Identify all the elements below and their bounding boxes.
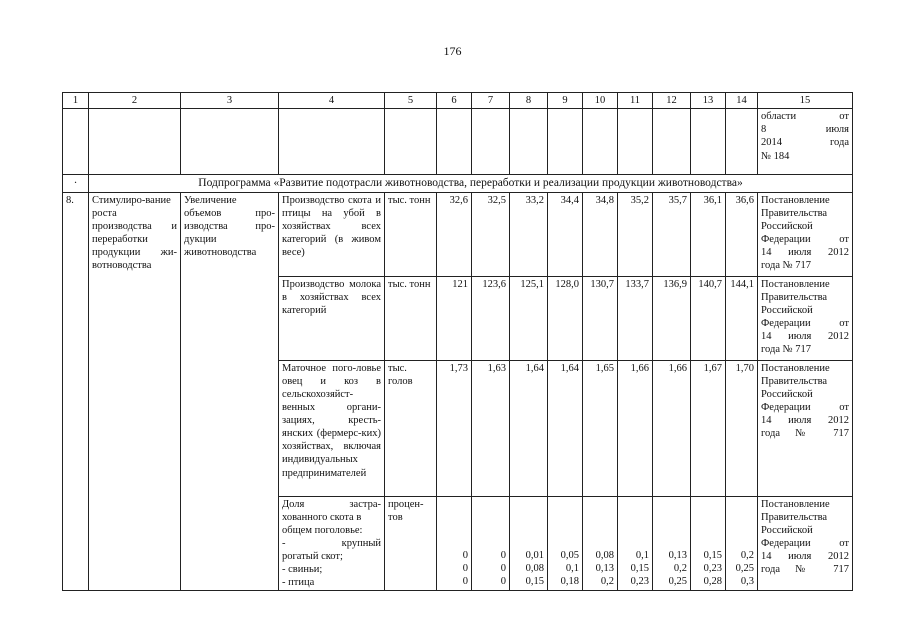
value-cell: 0 0 0 — [437, 496, 472, 591]
indicator-name: Производство молока в хозяйствах всех категорий — [279, 276, 385, 360]
indicator-row — [63, 192, 853, 276]
value-cell: 136,9 — [653, 276, 691, 360]
value-cell: 34,4 — [548, 192, 583, 276]
col-num: 6 — [437, 93, 472, 109]
value-cell: 1,63 — [472, 360, 510, 496]
indicator-unit: процен-тов — [385, 496, 437, 591]
legal-basis: Постановление Правительства Российской Федерации от 14 июля 2012 года № 717 — [758, 496, 853, 591]
value-cell: 0,15 0,23 0,28 — [691, 496, 726, 591]
value-cell: 32,5 — [472, 192, 510, 276]
value-cell: 36,1 — [691, 192, 726, 276]
value-cell: 0,2 0,25 0,3 — [726, 496, 758, 591]
col-num: 13 — [691, 93, 726, 109]
subprogram-title: Подпрограмма «Развитие подотрасли животноводства, переработки и реализации продукции животноводства» — [89, 175, 853, 192]
value-cell: 1,66 — [618, 360, 653, 496]
column-number-row — [63, 93, 853, 109]
value-cell: 0,08 0,13 0,2 — [583, 496, 618, 591]
value-cell: 1,64 — [510, 360, 548, 496]
value-cell: 1,64 — [548, 360, 583, 496]
indicator-unit: тыс. голов — [385, 360, 437, 496]
indicator-unit: тыс. тонн — [385, 192, 437, 276]
value-cell: 35,2 — [618, 192, 653, 276]
value-cell: 130,7 — [583, 276, 618, 360]
value-cell: 125,1 — [510, 276, 548, 360]
value-cell: 0,1 0,15 0,23 — [618, 496, 653, 591]
page-number: 176 — [443, 44, 462, 58]
value-cell: 144,1 — [726, 276, 758, 360]
value-cell: 1,67 — [691, 360, 726, 496]
col-num: 4 — [279, 93, 385, 109]
value-cell: 0,01 0,08 0,15 — [510, 496, 548, 591]
col-num: 7 — [472, 93, 510, 109]
col-num: 1 — [63, 93, 89, 109]
value-cell: 1,65 — [583, 360, 618, 496]
legal-basis: Постановление Правительства Российской Федерации от 14 июля 2012 года № 717 — [758, 276, 853, 360]
indicator-name: Маточное пого-ловье овец и коз в сельскохозяйст-венных органи-зациях, кресть-янских (фермерс-ких) хозяйствах, включая индивидуальных предпринимателей — [279, 360, 385, 496]
value-cell: 33,2 — [510, 192, 548, 276]
measure-goal: Увеличение объемов про-изводства про-дукции животноводства — [181, 192, 279, 591]
value-cell: 128,0 — [548, 276, 583, 360]
value-cell: 0 0 0 — [472, 496, 510, 591]
value-cell: 140,7 — [691, 276, 726, 360]
value-cell: 36,6 — [726, 192, 758, 276]
col-num: 9 — [548, 93, 583, 109]
col-num: 5 — [385, 93, 437, 109]
col-num: 2 — [89, 93, 181, 109]
col-num: 3 — [181, 93, 279, 109]
col-num: 10 — [583, 93, 618, 109]
col-num: 14 — [726, 93, 758, 109]
row-number: 8. — [63, 192, 89, 591]
value-cell: 1,73 — [437, 360, 472, 496]
indicator-name: Производство скота и птицы на убой в хозяйствах всех категорий (в живом весе) — [279, 192, 385, 276]
value-cell: 0,13 0,2 0,25 — [653, 496, 691, 591]
value-cell: 1,70 — [726, 360, 758, 496]
measure-name: Стимулиро-вание роста производства и переработки продукции жи-вотноводства — [89, 192, 181, 591]
indicator-unit: тыс. тонн — [385, 276, 437, 360]
col-num: 12 — [653, 93, 691, 109]
value-cell: 123,6 — [472, 276, 510, 360]
col-num: 15 — [758, 93, 853, 109]
legal-basis: Постановление Правительства Российской Федерации от 14 июля 2012 года № 717 — [758, 360, 853, 496]
value-cell: 34,8 — [583, 192, 618, 276]
continuation-row — [63, 109, 853, 175]
value-cell: 35,7 — [653, 192, 691, 276]
legal-basis: Постановление Правительства Российской Федерации от 14 июля 2012 года № 717 — [758, 192, 853, 276]
col-num: 11 — [618, 93, 653, 109]
col-num: 8 — [510, 93, 548, 109]
indicator-name: Доля застра- хованного скота в общем поголовье: - крупный рогатый скот; - свиньи; - птица — [279, 496, 385, 591]
subprogram-marker: · — [63, 175, 89, 192]
value-cell: 0,05 0,1 0,18 — [548, 496, 583, 591]
program-table — [62, 92, 853, 591]
value-cell: 121 — [437, 276, 472, 360]
value-cell: 32,6 — [437, 192, 472, 276]
value-cell: 133,7 — [618, 276, 653, 360]
subprogram-row — [63, 175, 853, 192]
continued-legal-basis: области от 8 июля 2014 года № 184 — [758, 109, 853, 175]
value-cell: 1,66 — [653, 360, 691, 496]
